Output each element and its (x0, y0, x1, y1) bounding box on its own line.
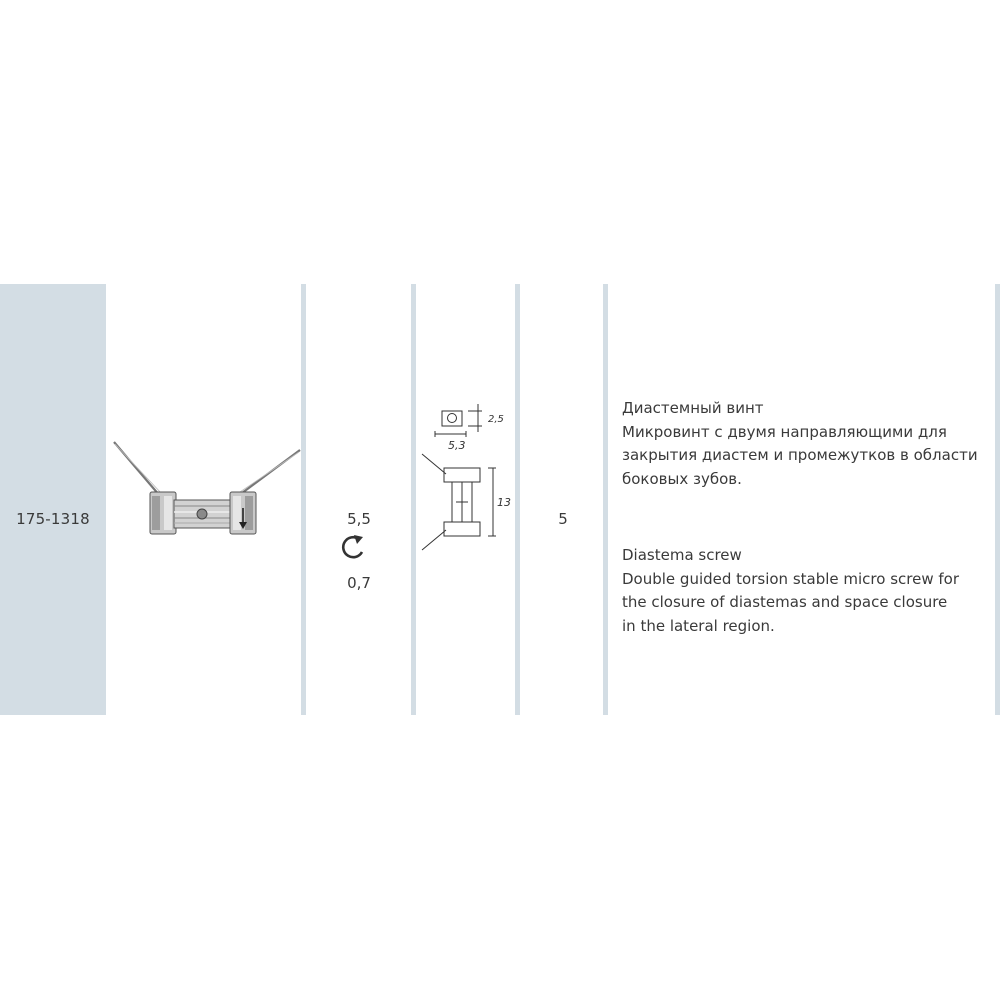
circular-arrow-icon (339, 532, 369, 562)
column-divider (515, 284, 520, 715)
turns-step: 0,7 (347, 574, 371, 592)
article-code-cell (0, 284, 106, 715)
description-ru-line: боковых зубов. (622, 469, 742, 488)
description-en-line: the closure of diastemas and space closure (622, 593, 948, 611)
drawing-width-label: 5,3 (448, 439, 466, 452)
article-code: 175-1318 (16, 510, 90, 528)
turns-max: 5,5 (347, 510, 371, 528)
column-divider (603, 284, 608, 715)
diastema-screw-photo (110, 434, 305, 544)
column-divider (995, 284, 1000, 715)
description-russian (622, 397, 994, 491)
product-row (0, 284, 1000, 715)
package-quantity: 5 (558, 510, 568, 528)
description-en-line: Diastema screw (622, 546, 742, 564)
description-ru-line: Диастемный винт (622, 399, 764, 417)
description-en-line: Double guided torsion stable micro screw for (622, 569, 959, 588)
drawing-height-label: 2,5 (488, 414, 504, 425)
description-ru-line: Микровинт с двумя направляющими для (622, 422, 947, 441)
drawing-length-label: 13 (497, 496, 511, 509)
column-divider (301, 284, 306, 715)
description-english (622, 544, 994, 638)
technical-drawing (416, 402, 516, 577)
description-en-line: in the lateral region. (622, 616, 775, 635)
description-ru-line: закрытия диастем и промежутков в области (622, 446, 978, 464)
